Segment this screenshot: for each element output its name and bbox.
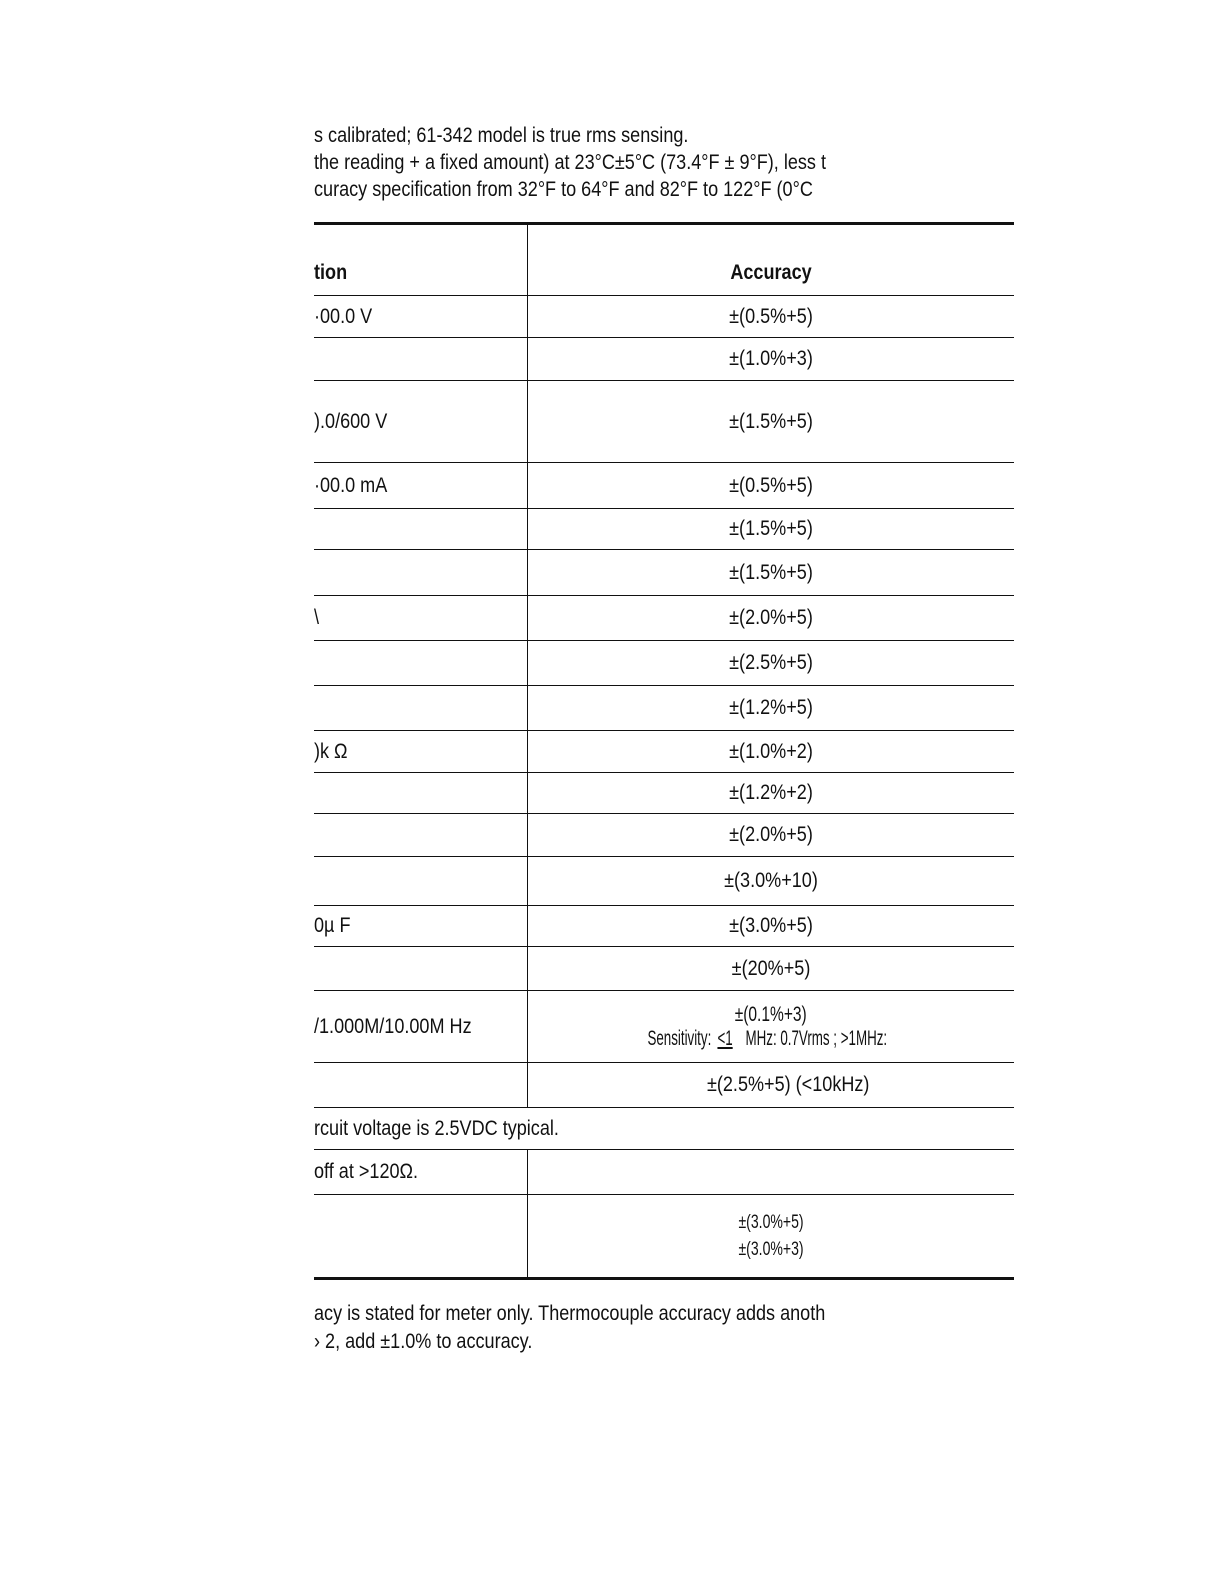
footnotes: [314, 1300, 825, 1356]
table-row: [314, 814, 1014, 857]
row-accuracy: ±(0.5%+5): [527, 296, 1014, 338]
table-row: [314, 773, 1014, 814]
continuity-accuracy: [527, 1150, 1014, 1195]
row-range: ·00.0 V: [314, 296, 527, 338]
diode-note: rcuit voltage is 2.5VDC typical.: [314, 1108, 1014, 1150]
freq-accuracy: ±(0.1%+3): [734, 1002, 807, 1026]
row-accuracy: ±(20%+5): [527, 947, 1014, 991]
table-row: [314, 296, 1014, 338]
row-range: \: [314, 596, 527, 641]
footnote-line-1: acy is stated for meter only. Thermocouple accuracy adds anoth: [314, 1302, 826, 1325]
row-accuracy: [527, 991, 1014, 1063]
table-row-temperature: [314, 1195, 1014, 1279]
row-range: [314, 550, 527, 596]
row-range: [314, 641, 527, 686]
table-row: [314, 338, 1014, 381]
intro-line-2: the reading + a fixed amount) at 23°C±5°C (73.4°F ± 9°F), less t: [314, 151, 826, 174]
table-row-duty: [314, 1063, 1014, 1108]
table-header-row: [314, 224, 1014, 296]
page-content: [314, 110, 1014, 1353]
intro-text: [314, 122, 916, 203]
row-range: [314, 947, 527, 991]
row-accuracy: ±(0.5%+5): [527, 463, 1014, 509]
table-row-frequency: [314, 991, 1014, 1063]
row-accuracy: [527, 1195, 1014, 1279]
row-range: /1.000M/10.00M Hz: [314, 991, 527, 1063]
row-accuracy: ±(1.2%+5): [527, 686, 1014, 731]
table-row: [314, 906, 1014, 947]
row-range: [314, 857, 527, 906]
table-row: [314, 550, 1014, 596]
intro-line-1: s calibrated; 61-342 model is true rms sensing.: [314, 124, 689, 147]
temp-accuracy-2: ±(3.0%+3): [738, 1239, 804, 1260]
row-range: [314, 1063, 527, 1108]
table-row: [314, 686, 1014, 731]
row-accuracy: ±(2.5%+5) (<10kHz): [527, 1063, 1014, 1108]
row-accuracy: ±(1.0%+3): [527, 338, 1014, 381]
header-accuracy: Accuracy: [527, 224, 1014, 296]
row-accuracy: ±(2.5%+5): [527, 641, 1014, 686]
freq-sensitivity: Sensitivity:<1 MHz: 0.7Vrms ; >1MHz:: [647, 1026, 888, 1050]
row-range: [314, 814, 527, 857]
row-range: )k Ω: [314, 731, 527, 773]
row-range: ·00.0 mA: [314, 463, 527, 509]
table-row: [314, 857, 1014, 906]
header-function: tion: [314, 224, 527, 296]
continuity-note: off at >120Ω.: [314, 1150, 527, 1195]
page-clip: [314, 110, 888, 1390]
row-range: [314, 338, 527, 381]
table-row-continuity: [314, 1150, 1014, 1195]
row-accuracy: ±(1.2%+2): [527, 773, 1014, 814]
row-accuracy: ±(3.0%+10): [527, 857, 1014, 906]
row-accuracy: ±(1.5%+5): [527, 550, 1014, 596]
row-range: [314, 1195, 527, 1279]
intro-line-3: curacy specification from 32°F to 64°F and 82°F to 122°F (0°C: [314, 178, 813, 201]
temp-accuracy-1: ±(3.0%+5): [738, 1212, 804, 1233]
row-accuracy: ±(2.0%+5): [527, 814, 1014, 857]
row-accuracy: ±(2.0%+5): [527, 596, 1014, 641]
footnote-line-2: › 2, add ±1.0% to accuracy.: [314, 1330, 533, 1353]
table-row: [314, 947, 1014, 991]
table-row: [314, 509, 1014, 550]
row-range: [314, 773, 527, 814]
row-range: [314, 509, 527, 550]
row-range: 0µ F: [314, 906, 527, 947]
table-row: [314, 381, 1014, 463]
spec-table: [314, 222, 1014, 1280]
row-range: [314, 686, 527, 731]
row-range: ).0/600 V: [314, 381, 527, 463]
table-row: [314, 463, 1014, 509]
row-accuracy: ±(3.0%+5): [527, 906, 1014, 947]
row-accuracy: ±(1.5%+5): [527, 509, 1014, 550]
table-row: [314, 596, 1014, 641]
row-accuracy: ±(1.5%+5): [527, 381, 1014, 463]
table-row-diode: [314, 1108, 1014, 1150]
table-row: [314, 731, 1014, 773]
table-row: [314, 641, 1014, 686]
row-accuracy: ±(1.0%+2): [527, 731, 1014, 773]
